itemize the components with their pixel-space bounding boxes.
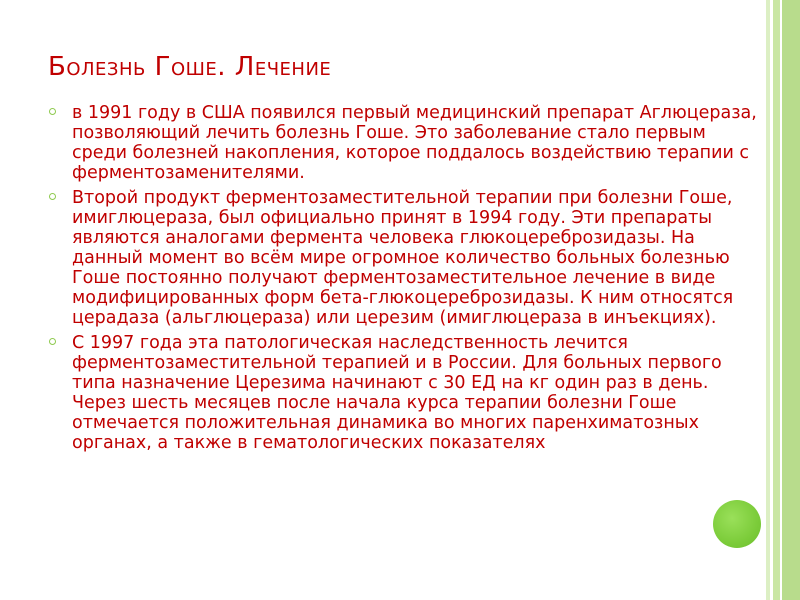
decorative-stripe: [782, 0, 800, 600]
bullet-circle-icon: [49, 193, 56, 200]
bullet-text: С 1997 года эта патологическая наследственность лечится ферментозаместительной терапией и в России. Для больных первого типа назначение Церезима начинают с 30 ЕД на кг один раз в день. Через шесть месяцев после начала курса терапии болезни Гоше отмечается положительная динамика во многих паренхиматозных органах, а также в гематологических показателях: [72, 333, 722, 453]
bullet-text: в 1991 году в США появился первый медицинский препарат Аглюцераза, позволяющий лечить болезнь Гоше. Это заболевание стало первым среди болезней накопления, которое поддалось воздействию терапии с ферментозаменителями.: [72, 103, 757, 183]
bullet-text: Второй продукт ферментозаместительной терапии при болезни Гоше, имиглюцераза, был официально принят в 1994 году. Эти препараты являются аналогами фермента человека глюкоцереброзидазы. На данный момент во всём мире огромное количество больных болезнью Гоше постоянно получают ферментозаместительное лечение в виде модифицированных форм бета-глюкоцереброзидазы. К ним относятся церадаза (альглюцераза) или церезим (имиглюцераза в инъекциях).: [72, 188, 734, 328]
decorative-stripe: [773, 0, 780, 600]
bullet-circle-icon: [49, 338, 56, 345]
bullet-circle-icon: [49, 108, 56, 115]
bullet-item: [48, 333, 758, 453]
bullet-item: [48, 188, 758, 328]
slide-title: Болезнь Гоше. Лечение: [48, 52, 332, 82]
green-circle-icon: [713, 500, 761, 548]
bullet-list: [48, 103, 758, 458]
bullet-item: [48, 103, 758, 183]
